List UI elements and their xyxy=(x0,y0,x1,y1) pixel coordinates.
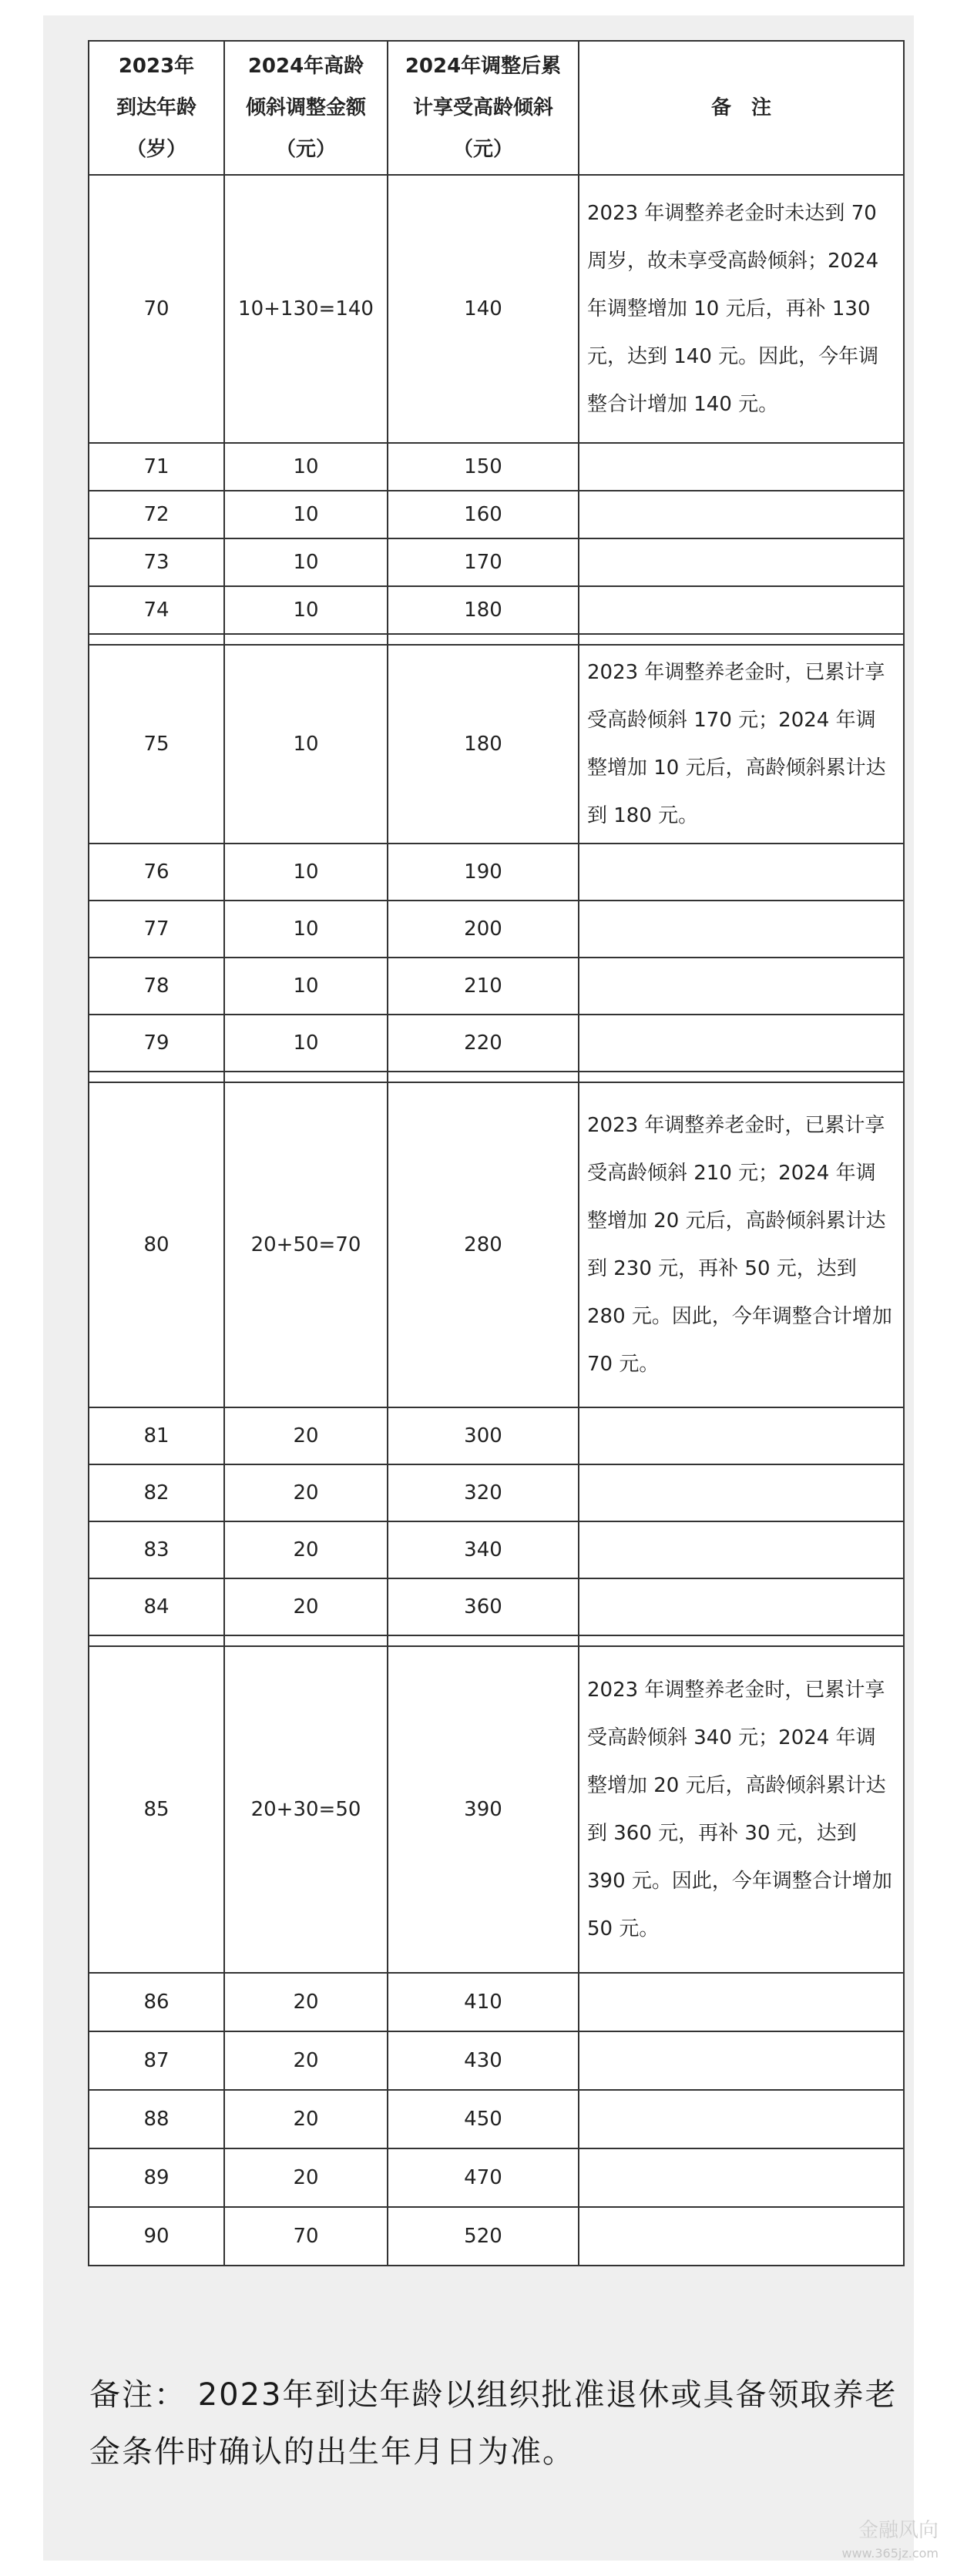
cell-note xyxy=(579,1973,904,2031)
cell-age: 86 xyxy=(89,1973,224,2031)
header-amount-line-3: （元） xyxy=(275,138,336,161)
table-row xyxy=(89,958,904,1015)
cell-note xyxy=(579,901,904,958)
cell-total: 180 xyxy=(388,645,579,844)
header-age-line-1: 2023年 xyxy=(118,55,195,78)
table-row xyxy=(89,586,904,634)
cell-total: 200 xyxy=(388,901,579,958)
cell-amount: 10 xyxy=(224,586,388,634)
cell-amount: 20 xyxy=(224,2148,388,2207)
cell-amount: 10 xyxy=(224,491,388,538)
table-row xyxy=(89,901,904,958)
table-body xyxy=(89,175,904,2266)
cell-age: 78 xyxy=(89,958,224,1015)
cell-total: 340 xyxy=(388,1521,579,1578)
cell-amount: 10 xyxy=(224,645,388,844)
table-row xyxy=(89,538,904,586)
cell-total: 320 xyxy=(388,1464,579,1521)
cell-note xyxy=(579,491,904,538)
cell-note xyxy=(579,1578,904,1635)
cell-total: 410 xyxy=(388,1973,579,2031)
cell-amount: 20 xyxy=(224,1973,388,2031)
cell-total: 390 xyxy=(388,1646,579,1973)
watermark xyxy=(841,2519,939,2565)
header-note-label: 备 注 xyxy=(710,96,771,119)
cell-total: 210 xyxy=(388,958,579,1015)
header-age-line-3: （岁） xyxy=(126,138,186,161)
cell-note xyxy=(579,2090,904,2148)
header-note xyxy=(579,41,904,175)
cell-note xyxy=(579,586,904,634)
cell-age: 76 xyxy=(89,844,224,901)
cell-age: 88 xyxy=(89,2090,224,2148)
cell-total: 180 xyxy=(388,586,579,634)
cell-amount: 20 xyxy=(224,2031,388,2090)
cell-age: 84 xyxy=(89,1578,224,1635)
table-row xyxy=(89,2031,904,2090)
cell-total: 280 xyxy=(388,1082,579,1407)
header-total-line-2: 计享受高龄倾斜 xyxy=(412,96,553,119)
cell-age: 79 xyxy=(89,1015,224,1072)
cell-age: 83 xyxy=(89,1521,224,1578)
table-row xyxy=(89,175,904,443)
cell-note xyxy=(579,844,904,901)
cell-amount: 70 xyxy=(224,2207,388,2266)
table-row xyxy=(89,844,904,901)
table-row xyxy=(89,1973,904,2031)
table-row xyxy=(89,1464,904,1521)
cell-age: 82 xyxy=(89,1464,224,1521)
cell-amount: 20+30=50 xyxy=(224,1646,388,1973)
cell-note xyxy=(579,1464,904,1521)
cell-note xyxy=(579,2207,904,2266)
table-row xyxy=(89,2207,904,2266)
cell-amount: 20 xyxy=(224,1521,388,1578)
group-separator xyxy=(89,1635,904,1646)
cell-total: 300 xyxy=(388,1407,579,1464)
cell-total: 360 xyxy=(388,1578,579,1635)
cell-total: 450 xyxy=(388,2090,579,2148)
table-row xyxy=(89,645,904,844)
cell-note xyxy=(579,958,904,1015)
group-separator xyxy=(89,1072,904,1082)
cell-age: 73 xyxy=(89,538,224,586)
cell-note xyxy=(579,1407,904,1464)
table-row xyxy=(89,1646,904,1973)
table-row xyxy=(89,1082,904,1407)
cell-age: 77 xyxy=(89,901,224,958)
table-row xyxy=(89,2090,904,2148)
cell-note xyxy=(579,443,904,491)
watermark-url: www.365jz.com xyxy=(841,2546,939,2561)
cell-total: 220 xyxy=(388,1015,579,1072)
cell-total: 190 xyxy=(388,844,579,901)
table-row xyxy=(89,443,904,491)
cell-amount: 20+50=70 xyxy=(224,1082,388,1407)
cell-note: 2023 年调整养老金时，已累计享受高龄倾斜 210 元；2024 年调整增加 20 元后，高龄倾斜累计达到 230 元，再补 50 元，达到 280 元。因此，今年调整合计增加 70 元。 xyxy=(579,1082,904,1407)
cell-amount: 10 xyxy=(224,538,388,586)
cell-amount: 20 xyxy=(224,1578,388,1635)
content-panel xyxy=(43,15,914,2561)
footer-note: 备注： 2023年到达年龄以组织批准退休或具备领取养老金条件时确认的出生年月日为准。 xyxy=(89,2377,898,2470)
cell-note xyxy=(579,2031,904,2090)
cell-total: 430 xyxy=(388,2031,579,2090)
cell-note xyxy=(579,1015,904,1072)
cell-age: 70 xyxy=(89,175,224,443)
header-age-line-2: 到达年龄 xyxy=(116,96,196,119)
cell-amount: 20 xyxy=(224,1464,388,1521)
cell-total: 160 xyxy=(388,491,579,538)
group-separator xyxy=(89,634,904,645)
cell-amount: 10 xyxy=(224,901,388,958)
pension-table xyxy=(88,40,905,2266)
cell-amount: 20 xyxy=(224,2090,388,2148)
cell-note: 2023 年调整养老金时，已累计享受高龄倾斜 340 元；2024 年调整增加 20 元后，高龄倾斜累计达到 360 元，再补 30 元，达到 390 元。因此，今年调整合计增加 50 元。 xyxy=(579,1646,904,1973)
cell-note xyxy=(579,1521,904,1578)
table-container xyxy=(88,40,903,2266)
table-row xyxy=(89,491,904,538)
header-total xyxy=(388,41,579,175)
cell-amount: 20 xyxy=(224,1407,388,1464)
header-amount-line-2: 倾斜调整金额 xyxy=(245,96,366,119)
cell-age: 74 xyxy=(89,586,224,634)
table-row xyxy=(89,1521,904,1578)
cell-age: 72 xyxy=(89,491,224,538)
cell-total: 140 xyxy=(388,175,579,443)
cell-age: 85 xyxy=(89,1646,224,1973)
cell-age: 71 xyxy=(89,443,224,491)
header-amount-line-1: 2024年高龄 xyxy=(247,55,364,78)
cell-amount: 10+130=140 xyxy=(224,175,388,443)
cell-note xyxy=(579,2148,904,2207)
table-row xyxy=(89,1407,904,1464)
table-row xyxy=(89,1015,904,1072)
cell-age: 90 xyxy=(89,2207,224,2266)
table-row xyxy=(89,1578,904,1635)
table-header-row xyxy=(89,41,904,175)
cell-total: 170 xyxy=(388,538,579,586)
header-amount xyxy=(224,41,388,175)
table-row xyxy=(89,2148,904,2207)
cell-age: 75 xyxy=(89,645,224,844)
cell-age: 87 xyxy=(89,2031,224,2090)
cell-amount: 10 xyxy=(224,958,388,1015)
cell-total: 150 xyxy=(388,443,579,491)
cell-note: 2023 年调整养老金时，已累计享受高龄倾斜 170 元；2024 年调整增加 10 元后，高龄倾斜累计达到 180 元。 xyxy=(579,645,904,844)
cell-total: 470 xyxy=(388,2148,579,2207)
header-age xyxy=(89,41,224,175)
cell-age: 89 xyxy=(89,2148,224,2207)
cell-amount: 10 xyxy=(224,443,388,491)
header-total-line-1: 2024年调整后累 xyxy=(405,55,562,78)
cell-note xyxy=(579,538,904,586)
header-total-line-3: （元） xyxy=(452,138,513,161)
cell-amount: 10 xyxy=(224,844,388,901)
watermark-name: 金融风向 xyxy=(858,2519,939,2542)
cell-age: 81 xyxy=(89,1407,224,1464)
cell-note: 2023 年调整养老金时未达到 70 周岁，故未享受高龄倾斜；2024 年调整增加 10 元后，再补 130 元，达到 140 元。因此，今年调整合计增加 140 元。 xyxy=(579,175,904,443)
cell-age: 80 xyxy=(89,1082,224,1407)
cell-amount: 10 xyxy=(224,1015,388,1072)
cell-total: 520 xyxy=(388,2207,579,2266)
